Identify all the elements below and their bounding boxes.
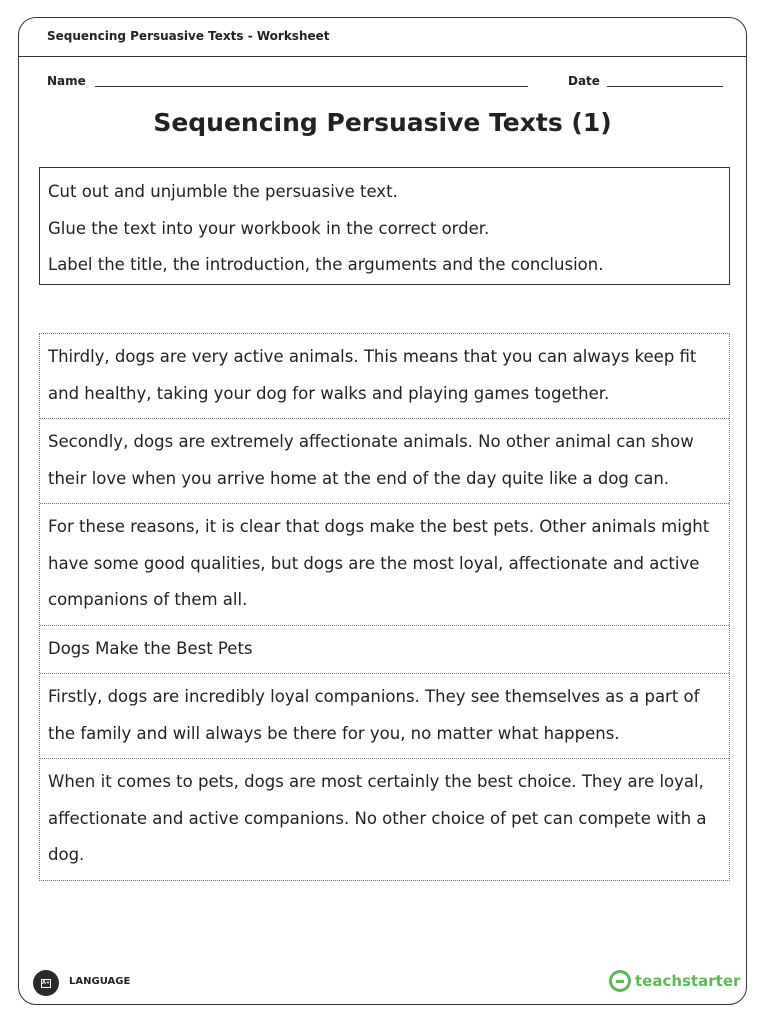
cut-out-cards bbox=[39, 333, 730, 881]
card-line: For these reasons, it is clear that dogs make the best pets. Other animals might bbox=[48, 517, 710, 536]
page-title: Sequencing Persuasive Texts (1) bbox=[153, 108, 612, 137]
name-field-line[interactable] bbox=[95, 86, 528, 87]
card-line: Secondly, dogs are extremely affectionate animals. No other animal can show bbox=[48, 432, 694, 451]
card-line: their love when you arrive home at the end of the day quite like a dog can. bbox=[48, 468, 670, 488]
header-strip bbox=[19, 18, 746, 57]
worksheet-header-title: Sequencing Persuasive Texts - Worksheet bbox=[47, 29, 330, 43]
text-card-thirdly bbox=[40, 334, 729, 419]
text-card-title bbox=[40, 626, 729, 675]
instructions-box bbox=[39, 167, 730, 285]
card-line: have some good qualities, but dogs are the most loyal, affectionate and active bbox=[48, 553, 700, 573]
card-line: Dogs Make the Best Pets bbox=[48, 638, 253, 658]
instruction-line: Cut out and unjumble the persuasive text. bbox=[48, 182, 398, 201]
instruction-line: Glue the text into your workbook in the correct order. bbox=[48, 218, 490, 238]
worksheet-page bbox=[18, 17, 747, 1005]
date-field-line[interactable] bbox=[607, 86, 723, 87]
subject-label: LANGUAGE bbox=[69, 976, 131, 987]
card-line: Thirdly, dogs are very active animals. This means that you can always keep fit bbox=[48, 347, 697, 366]
card-line: affectionate and active companions. No other choice of pet can compete with a bbox=[48, 808, 707, 828]
card-line: companions of them all. bbox=[48, 590, 248, 609]
icon-glyph: A+ bbox=[42, 979, 51, 986]
card-line: When it comes to pets, dogs are most certainly the best choice. They are loyal, bbox=[48, 772, 704, 791]
text-card-firstly bbox=[40, 674, 729, 759]
card-line: dog. bbox=[48, 845, 85, 864]
text-card-secondly bbox=[40, 419, 729, 504]
card-line: the family and will always be there for you, no matter what happens. bbox=[48, 723, 620, 743]
text-card-introduction bbox=[40, 759, 729, 880]
brand-name: teachstarter bbox=[635, 972, 741, 990]
text-card-conclusion bbox=[40, 504, 729, 626]
name-label: Name bbox=[47, 74, 86, 88]
card-line: Firstly, dogs are incredibly loyal companions. They see themselves as a part of bbox=[48, 687, 700, 706]
brand-logo bbox=[609, 970, 740, 992]
instruction-line: Label the title, the introduction, the arguments and the conclusion. bbox=[48, 255, 604, 274]
card-line: and healthy, taking your dog for walks and playing games together. bbox=[48, 383, 610, 403]
language-book-icon bbox=[33, 970, 59, 996]
teachstarter-logo-icon bbox=[609, 970, 631, 992]
date-label: Date bbox=[568, 74, 600, 88]
